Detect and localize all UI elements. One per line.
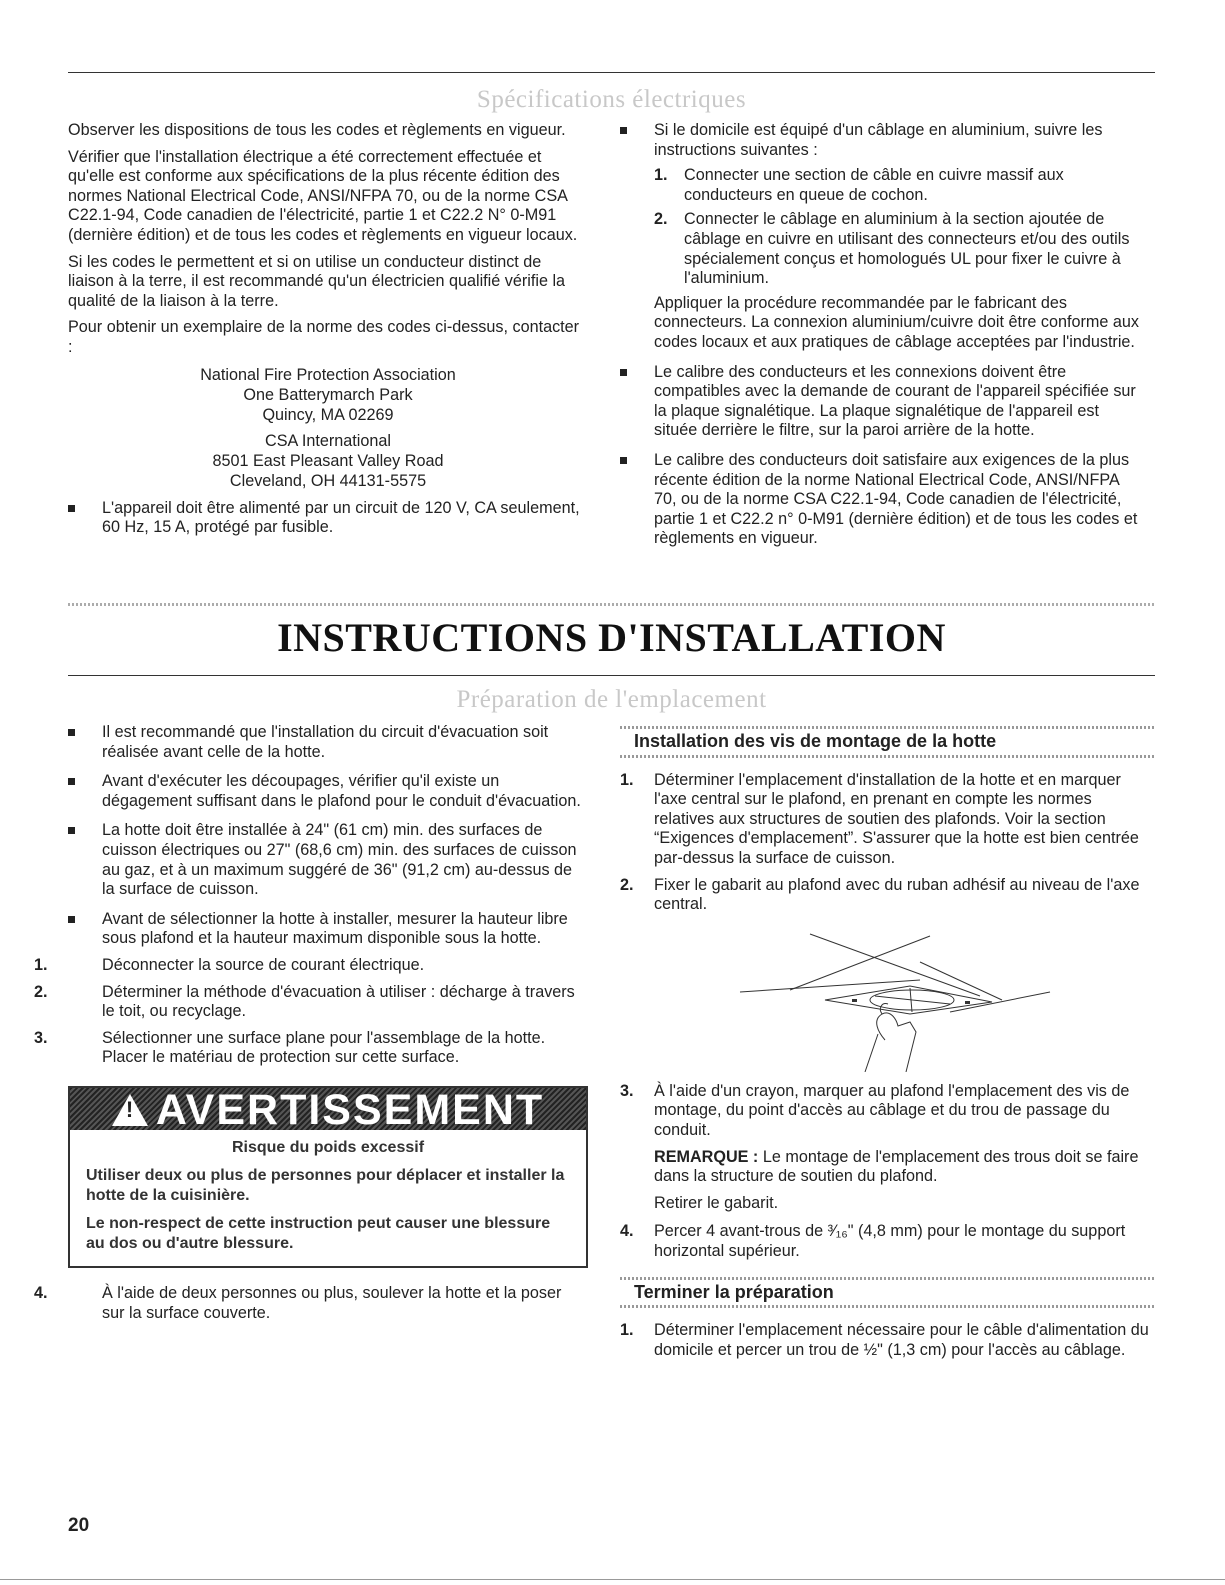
bullet-item [68,772,588,811]
bullet-item [68,499,588,538]
bullet-text: Avant d'exécuter les découpages, vérifier qu'il existe un dégagement suffisant dans le plafond pour le conduit d'évacuation. [102,772,581,810]
main-title: INSTRUCTIONS D'INSTALLATION [277,615,946,660]
step-number: 4. [34,1283,48,1302]
step-number: 1. [620,770,634,789]
bullet-square-icon [68,827,75,834]
warning-triangle-icon: ! [112,1094,148,1126]
warning-banner [70,1085,586,1134]
note-text: Le montage de l'emplacement des trous doit se faire dans la structure de soutien du plafond. [654,1147,1139,1186]
step-text: Fixer le gabarit au plafond avec du ruban adhésif au niveau de l'axe central. [654,875,1140,914]
electrical-left-column [68,121,588,545]
page-number: 20 [68,1515,90,1536]
step-text: Connecter le câblage en aluminium à la section ajoutée de câblage en cuivre en utilisant des connecteurs et/ou des outils spécialement conçus et homologués UL pour fixer le cuivre à l'aluminium. [684,210,1130,288]
numbered-step [620,876,1155,915]
bullet-item [68,821,588,899]
warning-banner-text: AVERTISSEMENT [155,1085,545,1134]
numbered-step [620,1321,1155,1360]
step-text: Déterminer l'emplacement d'installation de la hotte et en marquer l'axe central sur le plafond, en prenant en compte les normes relatives aux structures de soutien des plafonds. Voir la section “Exigences d'emplacement”. S'assurer que la hotte est bien centrée par-dessus la surface de cuisson. [654,770,1139,867]
bullet-square-icon [68,505,75,512]
step-text: Déterminer la méthode d'évacuation à utiliser : décharge à travers le toit, ou recyclage. [102,982,575,1021]
bullet-text: La hotte doit être installée à 24" (61 cm) min. des surfaces de cuisson électriques ou 27" (68,6 cm) min. des surfaces de cuisson au gaz, et à un maximum suggéré de 36" (91,2 cm) au-dessus de la surface de cuisson. [102,821,577,899]
paragraph: Si les codes le permettent et si on utilise un conducteur distinct de liaison à la terre, il est recommandé qu'un électricien qualifié vérifie la qualité de la liaison à la terre. [68,252,566,310]
numbered-step [654,166,1140,205]
step-number: 1. [620,1321,634,1340]
bullet-square-icon [620,457,627,464]
bullet-item [620,121,1140,353]
step-number: 4. [620,1222,634,1241]
warning-text: Le non-respect de cette instruction peut causer une blessure au dos ou d'autre blessure. [86,1214,551,1252]
address-line: Cleveland, OH 44131-5575 [229,471,427,490]
numbered-step [620,1082,1155,1141]
bullet-text: Il est recommandé que l'installation du circuit d'évacuation soit réalisée avant celle de la hotte. [102,723,549,761]
preparation-left-column [34,723,588,1330]
bullet-item [620,363,1140,441]
address-csa [68,431,588,491]
bullet-text: Avant de sélectionner la hotte à installer, mesurer la hauteur libre sous plafond et la hauteur maximum disponible sous la hotte. [102,909,568,948]
address-line: 8501 East Pleasant Valley Road [212,451,444,470]
bullet-square-icon [620,369,627,376]
title-rule [68,675,1155,676]
bullet-item [68,723,588,762]
numbered-step [34,1283,588,1323]
electrical-right-column [620,121,1140,556]
numbered-step [620,771,1155,869]
numbered-step [620,1222,1155,1261]
numbered-step [654,210,1140,288]
section-heading-preparation: Préparation de l'emplacement [456,686,767,713]
section-heading-electrical: Spécifications électriques [476,86,747,113]
bullet-item [68,910,588,949]
bullet-square-icon [68,778,75,785]
step-text: Connecter une section de câble en cuivre massif aux conducteurs en queue de cochon. [684,166,1064,204]
step-text: Déconnecter la source de courant électrique. [102,955,425,974]
warning-text: Utiliser deux ou plus de personnes pour déplacer et installer la hotte de la cuisinière. [86,1166,565,1204]
numbered-step [34,955,588,976]
top-rule [68,72,1155,73]
bullet-text: Le calibre des conducteurs et les connexions doivent être compatibles avec la demande de courant de l'appareil spécifiée sur la plaque signalétique. La plaque signalétique de l'appareil est située derrière le filtre, sur la paroi arrière de la hotte. [654,362,1136,440]
address-line: One Batterymarch Park [243,385,413,404]
paragraph: Pour obtenir un exemplaire de la norme des codes ci-dessus, contacter : [68,318,580,356]
warning-title: Risque du poids excessif [231,1138,425,1156]
address-line: National Fire Protection Association [200,365,456,384]
step-text: Déterminer l'emplacement nécessaire pour le câble d'alimentation du domicile et percer un trou de ½" (1,3 cm) pour l'accès au câblage. [654,1321,1149,1359]
address-nfpa [68,365,588,425]
subheading-mounting-screws: Installation des vis de montage de la hotte [620,723,1155,761]
step-number: 1. [654,166,668,185]
step-text: Percer 4 avant-trous de ³⁄₁₆" (4,8 mm) pour le montage du support horizontal supérieur. [654,1222,1126,1260]
bullet-text: L'appareil doit être alimenté par un circuit de 120 V, CA seulement, 60 Hz, 15 A, protégé par fusible. [102,498,580,537]
dotted-separator [68,603,1155,606]
template-on-ceiling-illustration [620,922,1140,1072]
note [620,1148,1155,1187]
paragraph: Vérifier que l'installation électrique a été correctement effectuée et qu'elle est conforme aux spécifications de la plus récente édition des normes National Electrical Code, ANSI/NFPA 70, ou de la norme CSA C22.1-94, Code canadien de l'électricité, partie 1 et C22.2 N° 0-M91 (dernière édition) et de tous les codes et règlements en vigueur locaux. [68,147,578,244]
bullet-square-icon [68,729,75,736]
step-text: À l'aide de deux personnes ou plus, soulever la hotte et la poser sur la surface couverte. [102,1283,562,1322]
address-line: Quincy, MA 02269 [262,405,394,424]
note-label: REMARQUE : [654,1147,759,1166]
step-number: 2. [620,875,634,894]
warning-box [68,1086,588,1268]
step-text: À l'aide d'un crayon, marquer au plafond l'emplacement des vis de montage, du point d'accès au câblage et du trou de passage du conduit. [654,1081,1130,1139]
subheading-finish-preparation: Terminer la préparation [620,1274,1155,1312]
step-text: Sélectionner une surface plane pour l'assemblage de la hotte. Placer le matériau de protection sur cette surface. [102,1028,546,1067]
paragraph: Observer les dispositions de tous les codes et règlements en vigueur. [68,121,566,139]
address-line: CSA International [265,431,391,450]
bullet-square-icon [620,127,627,134]
numbered-step [34,982,588,1022]
remove-template-text: Retirer le gabarit. [654,1193,779,1212]
bottom-edge-rule [0,1579,1225,1580]
step-number: 2. [34,982,48,1001]
step-number: 3. [34,1028,48,1047]
preparation-right-column [620,723,1155,1367]
step-number: 3. [620,1081,634,1100]
bullet-square-icon [68,916,75,923]
manual-page [34,0,1155,1585]
step-number: 2. [654,210,668,229]
numbered-step [34,1028,588,1068]
bullet-text: Le calibre des conducteurs doit satisfaire aux exigences de la plus récente édition de la norme National Electrical Code, ANSI/NFPA 70, ou de la norme CSA C22.1-94, Code canadien de l'électricité, partie 1 et C22.2 n° 0-M91 (dernière édition) et de tous les codes et règlements en vigueur. [654,450,1138,548]
paragraph: Appliquer la procédure recommandée par le fabricant des connecteurs. La connexion aluminium/cuivre doit être conforme aux codes locaux et aux pratiques de câblage acceptées par l'industrie. [654,293,1139,351]
step-number: 1. [34,955,48,974]
warning-body [70,1130,586,1266]
bullet-item [620,451,1140,549]
bullet-text: Si le domicile est équipé d'un câblage en aluminium, suivre les instructions suivantes : [654,121,1103,159]
